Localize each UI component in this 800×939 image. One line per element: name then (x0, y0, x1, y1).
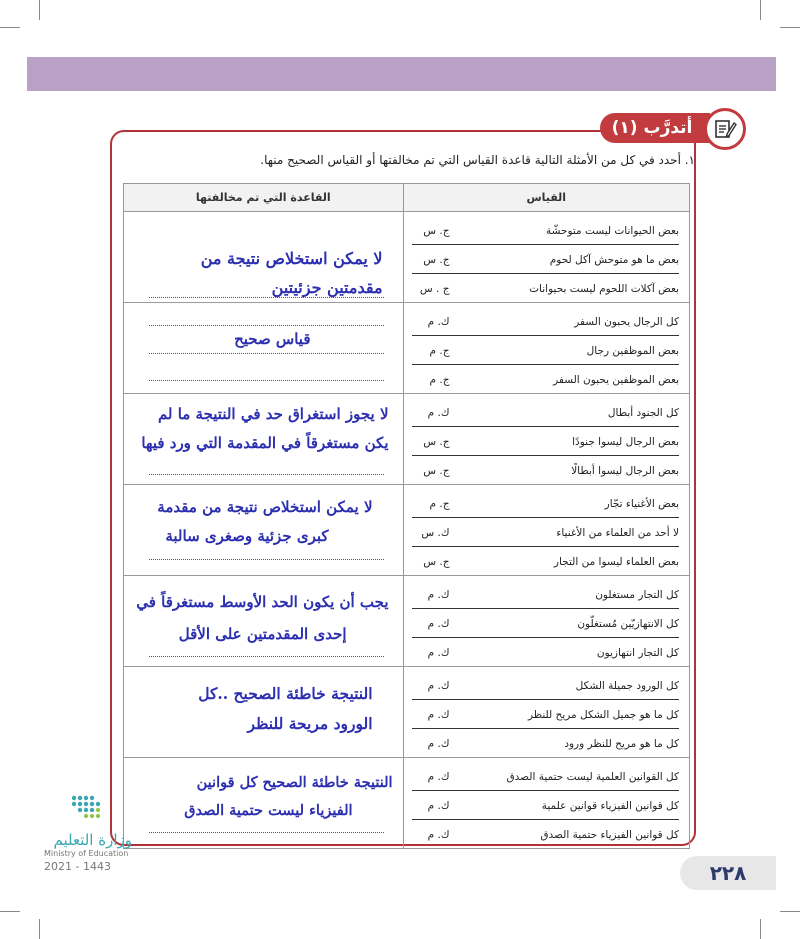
premise-code: ك. م (427, 771, 450, 783)
premise-text: كل ما هو مريح للنظر ورود (564, 738, 679, 750)
premise (412, 638, 679, 666)
premise-code: ك. م (427, 709, 450, 721)
measure-cell (403, 576, 689, 667)
measure-cell (403, 212, 689, 303)
premise-code: ك. م (427, 800, 450, 812)
premise-code: ج. م (429, 374, 450, 386)
table-row (124, 485, 690, 576)
edition-year: 2021 - 1443 (44, 860, 111, 873)
answer-line-1: يجب أن يكون الحد الأوسط مستغرقاً في (136, 593, 389, 611)
answer-line (149, 559, 384, 560)
premise-text: كل التجار انتهازيون (596, 647, 679, 659)
premise (412, 307, 679, 336)
premise-code: ك. م (427, 407, 450, 419)
premise-text: كل الرجال يحبون السفر (574, 316, 679, 328)
ministry-name-arabic: وزارة التعليم (53, 831, 132, 849)
exercise-title: أتدرَّب (١) (600, 113, 710, 143)
premise-code: ج . س (419, 283, 450, 295)
header-band (27, 57, 776, 91)
premise-text: كل ما هو جميل الشكل مريح للنظر (527, 709, 679, 721)
premise-text: لا أحد من العلماء من الأغنياء (556, 527, 679, 539)
premise-code: ج. س (423, 465, 450, 477)
ministry-dots-icon (44, 795, 104, 827)
premise-text: كل التجار مستغلون (595, 589, 679, 601)
premise-text: بعض الرجال ليسوا جنودًا (572, 436, 679, 448)
premise-code: ج. س (423, 556, 450, 568)
premise (412, 671, 679, 700)
premise-text: بعض الحيوانات ليست متوحشّة (545, 225, 679, 237)
answer-line-2: مقدمتين جزئيتين (271, 278, 383, 297)
rule-cell[interactable] (124, 212, 404, 303)
answer-line-1: النتيجة خاطئة الصحيح كل قوانين (196, 774, 393, 791)
premise-code: ج. س (423, 254, 450, 266)
premise (412, 580, 679, 609)
premise-code: ج. س (423, 436, 450, 448)
measure-cell (403, 394, 689, 485)
premise (412, 489, 679, 518)
premise (412, 700, 679, 729)
premise (412, 762, 679, 791)
table-row (124, 576, 690, 667)
premise (412, 216, 679, 245)
table-row (124, 667, 690, 758)
premise-code: ك. م (427, 680, 450, 692)
rule-cell[interactable] (124, 303, 404, 394)
measure-cell (403, 667, 689, 758)
premise (412, 609, 679, 638)
measure-cell (403, 303, 689, 394)
premise-text: بعض الأغنياء تجّار (604, 498, 679, 510)
premise-code: ك. م (427, 829, 450, 841)
rule-cell[interactable] (124, 485, 404, 576)
premise (412, 336, 679, 365)
rule-cell[interactable] (124, 758, 404, 849)
answer-line (149, 380, 384, 381)
premise-text: كل الانتهازيّين مُستغلّون (577, 618, 679, 630)
premise-code: ك. م (427, 316, 450, 328)
table-row (124, 394, 690, 485)
table-row (124, 303, 690, 394)
premise-text: بعض آكلات اللحوم ليست بحيوانات (529, 283, 679, 295)
answer-line-1: النتيجة خاطئة الصحيح ..كل (198, 684, 373, 703)
syllogism-table (123, 183, 690, 849)
premise-text: كل القوانين العلمية ليست حتمية الصدق (506, 771, 679, 783)
answer-line (149, 474, 384, 475)
crop-mark (760, 919, 761, 939)
answer-line-2: الفيزياء ليست حتمية الصدق (184, 802, 353, 819)
premise-text: بعض الموظفين يحبون السفر (553, 374, 679, 386)
header-rule: القاعدة التي تم مخالفتها (124, 184, 404, 212)
page-number: ٢٢٨ (680, 856, 776, 890)
answer-line-2: الورود مريحة للنظر (247, 714, 373, 733)
premise-text: بعض ما هو متوحش آكل لحوم (549, 254, 679, 266)
premise (412, 365, 679, 393)
answer-line-2: إحدى المقدمتين على الأقل (178, 625, 347, 643)
ministry-name-english: Ministry of Education (44, 849, 129, 858)
ministry-logo (44, 795, 144, 873)
answer-line-1: قياس صحيح (234, 330, 311, 348)
premise-code: ك. م (427, 738, 450, 750)
premise-text: كل قوانين الفيزياء قوانين علمية (541, 800, 679, 812)
premise-text: بعض العلماء ليسوا من التجار (553, 556, 679, 568)
premise (412, 547, 679, 575)
premise (412, 398, 679, 427)
edit-note-icon (704, 108, 746, 150)
premise-code: ك. م (427, 647, 450, 659)
premise-code: ج. م (429, 345, 450, 357)
premise-text: كل قوانين الفيزياء حتمية الصدق (540, 829, 679, 841)
premise (412, 820, 679, 848)
crop-mark (760, 0, 761, 20)
premise-text: بعض الرجال ليسوا أبطالًا (571, 465, 679, 477)
premise-code: ك. س (421, 527, 450, 539)
rule-cell[interactable] (124, 667, 404, 758)
answer-line-1: لا يمكن استخلاص نتيجة من (200, 249, 383, 268)
rule-cell[interactable] (124, 394, 404, 485)
answer-line-1: لا يجوز استغراق حد في النتيجة ما لم (157, 405, 389, 423)
premise-text: كل الجنود أبطال (607, 407, 679, 419)
premise-code: ك. م (427, 618, 450, 630)
table-row (124, 758, 690, 849)
premise (412, 456, 679, 484)
premise (412, 427, 679, 456)
premise (412, 518, 679, 547)
crop-mark (0, 911, 20, 912)
measure-cell (403, 758, 689, 849)
answer-line (149, 832, 384, 833)
header-measure: القياس (403, 184, 689, 212)
crop-mark (39, 919, 40, 939)
answer-line-1: لا يمكن استخلاص نتيجة من مقدمة (157, 498, 373, 516)
premise (412, 729, 679, 757)
premise-code: ك. م (427, 589, 450, 601)
answer-line-2: كبرى جزئية وصغرى سالبة (165, 527, 329, 545)
answer-line-2: يكن مستغرقاً في المقدمة التي ورد فيها (141, 434, 389, 452)
crop-mark (780, 911, 800, 912)
crop-mark (0, 27, 20, 28)
premise (412, 245, 679, 274)
answer-line (149, 656, 384, 657)
crop-mark (39, 0, 40, 20)
table-header-row (124, 184, 690, 212)
rule-cell[interactable] (124, 576, 404, 667)
premise (412, 791, 679, 820)
premise-code: ج. س (423, 225, 450, 237)
measure-cell (403, 485, 689, 576)
premise-code: ج. م (429, 498, 450, 510)
crop-mark (780, 27, 800, 28)
premise (412, 274, 679, 302)
table-row (124, 212, 690, 303)
instruction-text: ١. أحدد في كل من الأمثلة التالية قاعدة القياس التي تم مخالفتها أو القياس الصحيح منها. (260, 153, 695, 167)
premise-text: بعض الموظفين رجال (586, 345, 679, 357)
premise-text: كل الورود جميلة الشكل (575, 680, 679, 692)
